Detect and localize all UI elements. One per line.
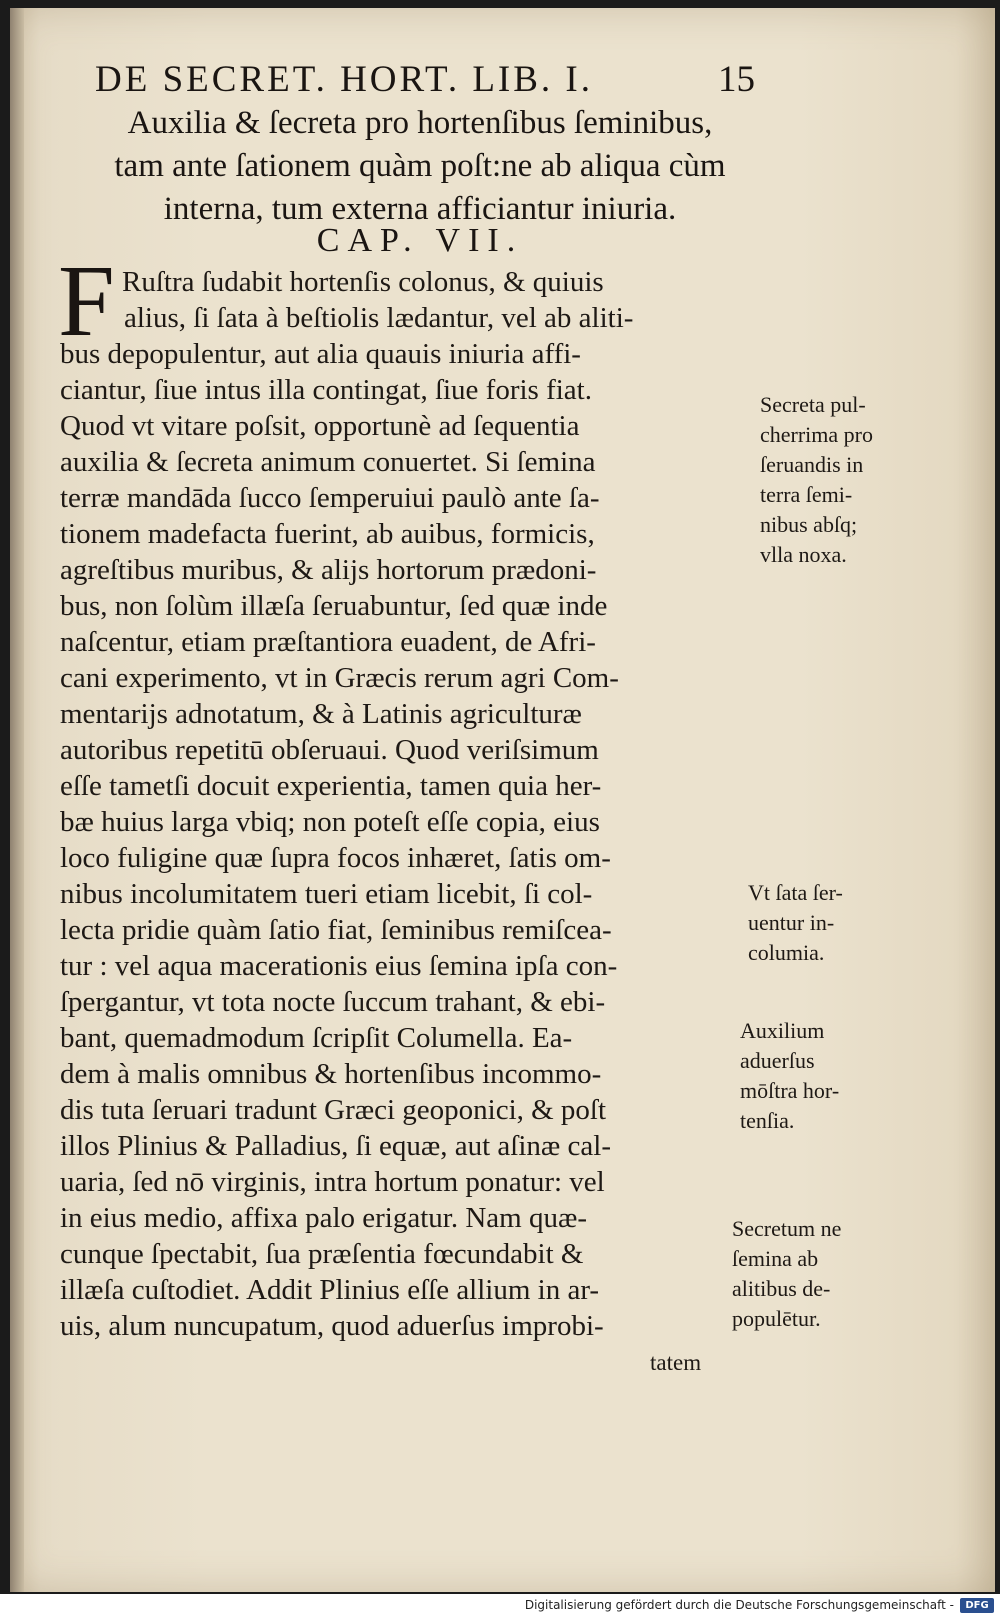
body-line: illæſa cuſtodiet. Addit Plinius eſſe allium in ar- xyxy=(60,1274,600,1306)
margin-note xyxy=(760,390,873,570)
margin-note-line: nibus abſq; xyxy=(760,512,858,537)
margin-note-line: vlla noxa. xyxy=(760,542,847,567)
page-gutter-edge xyxy=(10,8,24,1592)
margin-note-line: mōſtra hor- xyxy=(740,1078,840,1103)
drop-initial: F xyxy=(58,245,115,358)
section-heading xyxy=(60,102,780,231)
margin-note-line: Secretum ne xyxy=(732,1216,842,1241)
heading-line: Auxilia & ſecreta pro hortenſibus ſeminibus, xyxy=(127,105,713,141)
body-line: in eius medio, affixa palo erigatur. Nam quæ- xyxy=(60,1202,587,1234)
body-line: dem à malis omnibus & hortenſibus incommo- xyxy=(60,1058,602,1090)
body-line: ciantur, ſiue intus illa contingat, ſiue foris fiat. xyxy=(60,374,592,406)
margin-note xyxy=(732,1214,841,1334)
body-line: autoribus repetitū obſeruaui. Quod veriſsimum xyxy=(60,734,599,766)
body-line: nibus incolumitatem tueri etiam licebit, ſi col- xyxy=(60,878,593,910)
margin-note-line: uentur in- xyxy=(748,910,835,935)
body-line: bant, quemadmodum ſcripſit Columella. Ea- xyxy=(60,1022,573,1054)
heading-line: tam ante ſationem quàm poſt:ne ab aliqua cùm xyxy=(114,148,726,184)
body-line: illos Plinius & Palladius, ſi equæ, aut aſinæ cal- xyxy=(60,1130,611,1162)
body-line: cani experimento, vt in Græcis rerum agri Com- xyxy=(60,662,619,694)
body-line: ſpergantur, vt tota nocte ſuccum trahant, & ebi- xyxy=(60,986,606,1018)
body-line: agreſtibus muribus, & alijs hortorum prædoni- xyxy=(60,554,597,586)
body-line: bus depopulentur, aut alia quauis iniuria affi- xyxy=(60,338,581,370)
margin-note xyxy=(748,878,843,968)
body-line: mentarijs adnotatum, & à Latinis agriculturæ xyxy=(60,698,582,730)
running-head-title: DE SECRET. HORT. LIB. I. xyxy=(95,59,593,100)
margin-note-line: cherrima pro xyxy=(760,422,873,447)
margin-note-line: ſemina ab xyxy=(732,1246,819,1271)
margin-note-line: Vt ſata ſer- xyxy=(748,880,843,905)
catchword: tatem xyxy=(650,1350,702,1375)
body-line: lecta pridie quàm ſatio fiat, ſeminibus remiſcea- xyxy=(60,914,612,946)
body-line: naſcentur, etiam præſtantiora euadent, de Afri- xyxy=(60,626,596,658)
body-line: terræ mandāda ſucco ſemperuiui paulò ante ſa- xyxy=(60,482,600,514)
body-line: tur : vel aqua macerationis eius ſemina ipſa con- xyxy=(60,950,618,982)
margin-note-line: Auxilium xyxy=(740,1018,825,1043)
body-line: bæ huius larga vbiq; non poteſt eſſe copia, eius xyxy=(60,806,600,838)
running-head xyxy=(95,58,755,101)
margin-note-line: tenſia. xyxy=(740,1108,795,1133)
body-line: Ruſtra ſudabit hortenſis colonus, & quiuis xyxy=(122,266,604,298)
body-line: uis, alum nuncupatum, quod aduerſus improbi- xyxy=(60,1310,604,1342)
body-line: dis tuta ſeruari tradunt Græci geoponici, & poſt xyxy=(60,1094,607,1126)
margin-note-line: terra ſemi- xyxy=(760,482,853,507)
margin-note-line: populētur. xyxy=(732,1306,821,1331)
body-line: eſſe tametſi docuit experientia, tamen quia her- xyxy=(60,770,602,802)
body-line: cunque ſpectabit, ſua præſentia fœcundabit & xyxy=(60,1238,584,1270)
funding-credit: Digitalisierung gefördert durch die Deutsche Forschungsgemeinschaft - xyxy=(524,1598,954,1612)
chapter-label: CAP. VII. xyxy=(316,222,524,259)
margin-note-line: columia. xyxy=(748,940,825,965)
body-line: tionem madefacta fuerint, ab auibus, formicis, xyxy=(60,518,595,550)
body-line: Quod vt vitare poſsit, opportunè ad ſequentia xyxy=(60,410,580,442)
body-line: auxilia & ſecreta animum conuertet. Si ſemina xyxy=(60,446,596,478)
body-line: bus, non ſolùm illæſa ſeruabuntur, ſed quæ inde xyxy=(60,590,608,622)
body-line: alius, ſi ſata à beſtiolis lædantur, vel ab aliti- xyxy=(124,302,634,334)
body-line: uaria, ſed nō virginis, intra hortum ponatur: vel xyxy=(60,1166,605,1198)
page-number: 15 xyxy=(718,59,755,100)
margin-note-line: aduerſus xyxy=(740,1048,815,1073)
margin-note xyxy=(740,1016,839,1136)
digitization-footer xyxy=(0,1594,1000,1618)
dfg-logo: DFG xyxy=(960,1598,994,1613)
margin-note-line: Secreta pul- xyxy=(760,392,866,417)
margin-note-line: ſeruandis in xyxy=(760,452,864,477)
margin-note-line: alitibus de- xyxy=(732,1276,831,1301)
body-line: loco fuligine quæ ſupra focos inhæret, ſatis om- xyxy=(60,842,611,874)
heading-line: interna, tum externa afficiantur iniuria. xyxy=(163,191,677,227)
